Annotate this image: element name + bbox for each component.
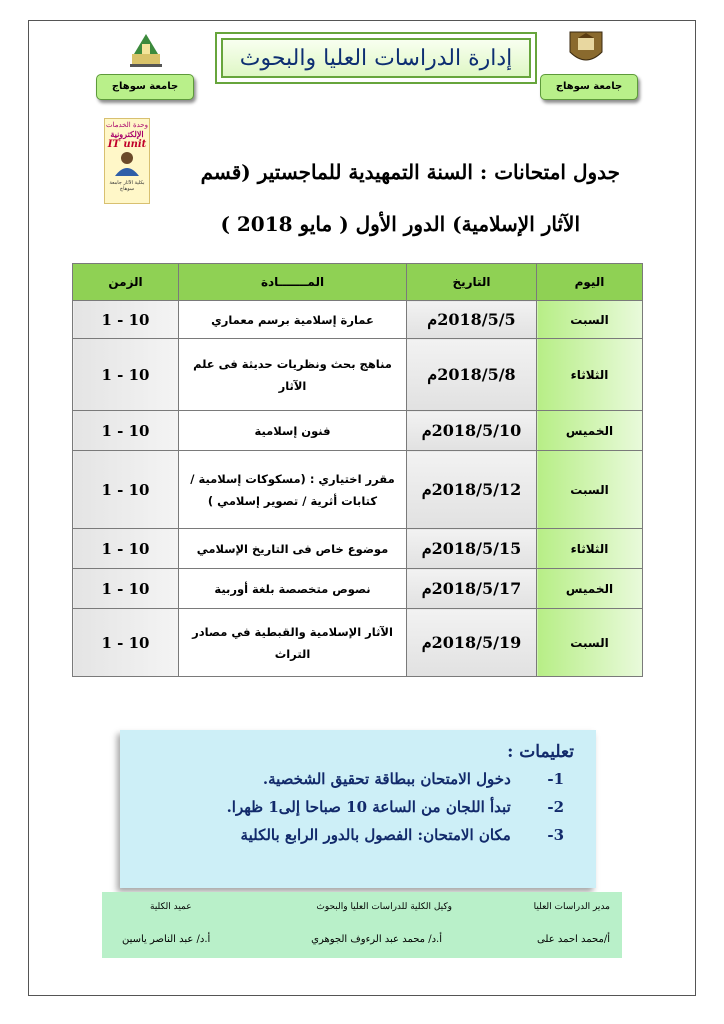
unit-logo-line1: وحدة الخدمات <box>105 121 149 129</box>
instruction-number: 3- <box>547 826 564 844</box>
cell-time: 10 - 1 <box>73 451 179 529</box>
instruction-item <box>142 826 564 844</box>
it-unit-logo <box>104 118 150 204</box>
cell-date: 2018/5/5م <box>407 301 537 339</box>
cell-time: 10 - 1 <box>73 529 179 569</box>
instructions-heading: تعليمات : <box>507 742 574 762</box>
column-header-time: الزمن <box>73 264 179 301</box>
cell-day: الخميس <box>537 569 643 609</box>
table-row <box>73 609 643 677</box>
table-row <box>73 569 643 609</box>
unit-logo-line2: الإلكترونية <box>110 129 144 139</box>
cell-date: 2018/5/10م <box>407 411 537 451</box>
cell-date: 2018/5/15م <box>407 529 537 569</box>
cell-subject: مقرر اختياري : (مسكوكات إسلامية / كتابات أثرية / تصوير إسلامي ) <box>179 451 407 529</box>
page-title-line2: الآثار الإسلامية) الدور الأول ( مايو 2018 ) <box>220 212 580 236</box>
instruction-text: تبدأ اللجان من الساعة 10 صباحا إلى1 ظهرا. <box>226 798 511 816</box>
instructions-box <box>120 730 596 888</box>
cell-subject: عمارة إسلامية برسم معماري <box>179 301 407 339</box>
table-header-row <box>73 264 643 301</box>
column-header-date: التاريخ <box>407 264 537 301</box>
cell-day: السبت <box>537 609 643 677</box>
department-title: إدارة الدراسات العليا والبحوث <box>221 38 531 78</box>
cell-subject: نصوص متخصصة بلغة أوربية <box>179 569 407 609</box>
column-header-day: اليوم <box>537 264 643 301</box>
faculty-logo-icon <box>128 30 164 68</box>
signature-vice-dean-title: وكيل الكلية للدراسات العليا والبحوث <box>316 902 452 912</box>
signature-director-title: مدير الدراسات العليا <box>533 902 610 912</box>
instruction-number: 1- <box>547 770 564 788</box>
university-seal-icon <box>566 30 606 68</box>
cell-time: 10 - 1 <box>73 569 179 609</box>
cell-time: 10 - 1 <box>73 301 179 339</box>
cell-subject: الآثار الإسلامية والقبطية في مصادر التراث <box>179 609 407 677</box>
table-row <box>73 301 643 339</box>
cell-subject: موضوع خاص فى التاريخ الإسلامي <box>179 529 407 569</box>
cell-day: السبت <box>537 451 643 529</box>
cell-day: السبت <box>537 301 643 339</box>
instruction-text: دخول الامتحان ببطاقة تحقيق الشخصية. <box>262 770 511 788</box>
signature-vice-dean-name: أ.د/ محمد عبد الرءوف الجوهري <box>311 934 442 945</box>
cell-day: الثلاثاء <box>537 529 643 569</box>
signature-dean-title: عميد الكلية <box>150 902 192 912</box>
cell-time: 10 - 1 <box>73 339 179 411</box>
signature-director-name: أ/محمد احمد على <box>537 934 610 945</box>
cell-date: 2018/5/17م <box>407 569 537 609</box>
cell-time: 10 - 1 <box>73 411 179 451</box>
person-icon <box>112 150 142 176</box>
instruction-text: مكان الامتحان: الفصول بالدور الرابع بالكلية <box>240 826 511 844</box>
page-title-line1: جدول امتحانات : السنة التمهيدية للماجستير (قسم <box>200 160 620 184</box>
table-row <box>73 339 643 411</box>
cell-subject: فنون إسلامية <box>179 411 407 451</box>
exam-schedule-table <box>72 263 643 677</box>
table-row <box>73 411 643 451</box>
unit-logo-line3: IT unit <box>107 139 147 150</box>
cell-day: الخميس <box>537 411 643 451</box>
department-header <box>215 32 537 84</box>
table-row <box>73 529 643 569</box>
cell-day: الثلاثاء <box>537 339 643 411</box>
university-badge-left: جامعة سوهاج <box>96 74 194 100</box>
instruction-item <box>142 798 564 816</box>
column-header-subject: المـــــــادة <box>179 264 407 301</box>
signatures-block <box>102 892 622 958</box>
cell-date: 2018/5/12م <box>407 451 537 529</box>
cell-time: 10 - 1 <box>73 609 179 677</box>
unit-logo-line4: بكلية الآثار جامعة سوهاج <box>109 180 145 192</box>
cell-subject: مناهج بحث ونظريات حديثة فى علم الآثار <box>179 339 407 411</box>
instruction-number: 2- <box>547 798 564 816</box>
cell-date: 2018/5/8م <box>407 339 537 411</box>
cell-date: 2018/5/19م <box>407 609 537 677</box>
instruction-item <box>142 770 564 788</box>
signature-dean-name: أ.د/ عبد الناصر ياسين <box>122 934 211 945</box>
table-row <box>73 451 643 529</box>
university-badge-right: جامعة سوهاج <box>540 74 638 100</box>
